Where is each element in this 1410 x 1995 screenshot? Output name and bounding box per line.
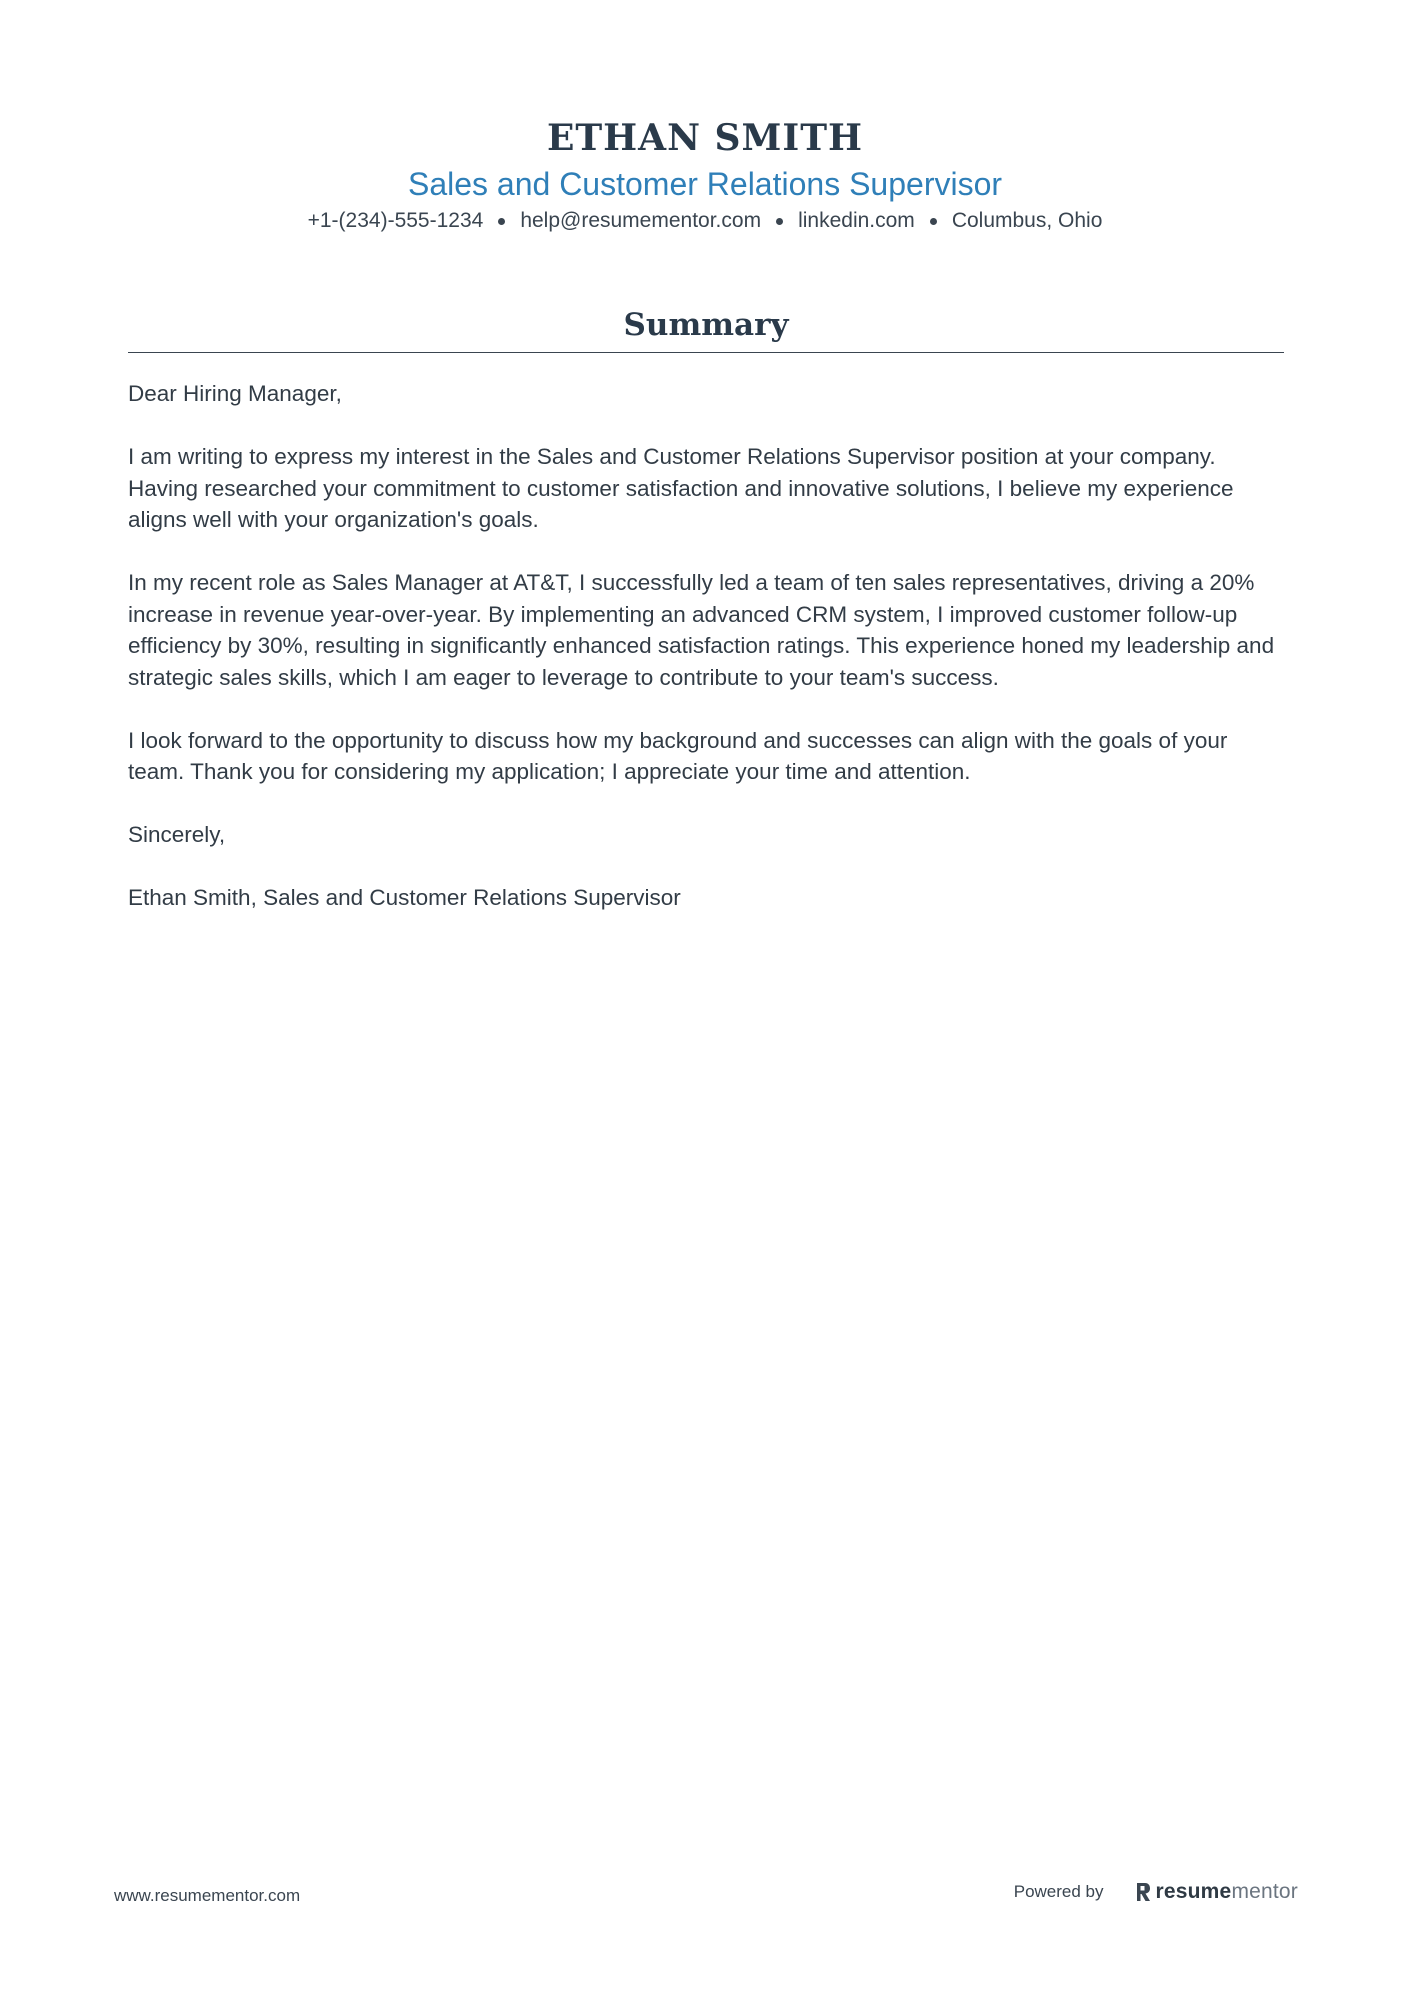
contact-linkedin[interactable]: linkedin.com <box>798 209 915 232</box>
bullet-separator <box>498 218 505 225</box>
contact-phone: +1-(234)-555-1234 <box>307 209 484 232</box>
powered-by-label: Powered by <box>1013 1882 1104 1901</box>
section-divider <box>128 352 1284 353</box>
resumementor-wordmark: resumementor <box>1155 1880 1298 1903</box>
contact-location: Columbus, Ohio <box>951 209 1103 232</box>
contact-line <box>0 206 1410 236</box>
letter-paragraph: In my recent role as Sales Manager at AT&T, I successfully led a team of ten sales representatives, driving a 20% increase in revenue year-over-year. By implementing an advanced CRM system, I improved customer follow-up efficiency by 30%, resulting in significantly enhanced satisfaction ratings. This experience honed my leadership and strategic sales skills, which I am eager to leverage to contribute to your team's success. <box>128 570 1275 690</box>
footer-brand <box>1014 1880 1298 1904</box>
signature: Ethan Smith, Sales and Customer Relations Supervisor <box>128 885 681 910</box>
bullet-separator <box>776 218 783 225</box>
contact-email[interactable]: help@resumementor.com <box>520 209 762 232</box>
header <box>0 112 1410 236</box>
section-heading-summary: Summary <box>623 307 789 343</box>
letter-paragraph: I look forward to the opportunity to discuss how my background and successes can align with the goals of your team. Thank you for considering my application; I appreciate your time and attention. <box>128 727 1228 784</box>
bullet-separator <box>930 218 937 225</box>
letter-paragraph: I am writing to express my interest in the Sales and Customer Relations Supervisor position at your company. Having researched your commitment to customer satisfaction and innovative solutions, I believe my experience aligns well with your organization's goals. <box>128 444 1234 532</box>
letter-body <box>128 378 1284 945</box>
closing: Sincerely, <box>128 822 226 847</box>
resumementor-logo-icon <box>1134 1881 1152 1903</box>
salutation: Dear Hiring Manager, <box>128 381 342 406</box>
candidate-name: ETHAN SMITH <box>546 117 864 159</box>
candidate-title: Sales and Customer Relations Supervisor <box>407 166 1003 202</box>
footer-website-link[interactable]: www.resumementor.com <box>114 1886 301 1905</box>
